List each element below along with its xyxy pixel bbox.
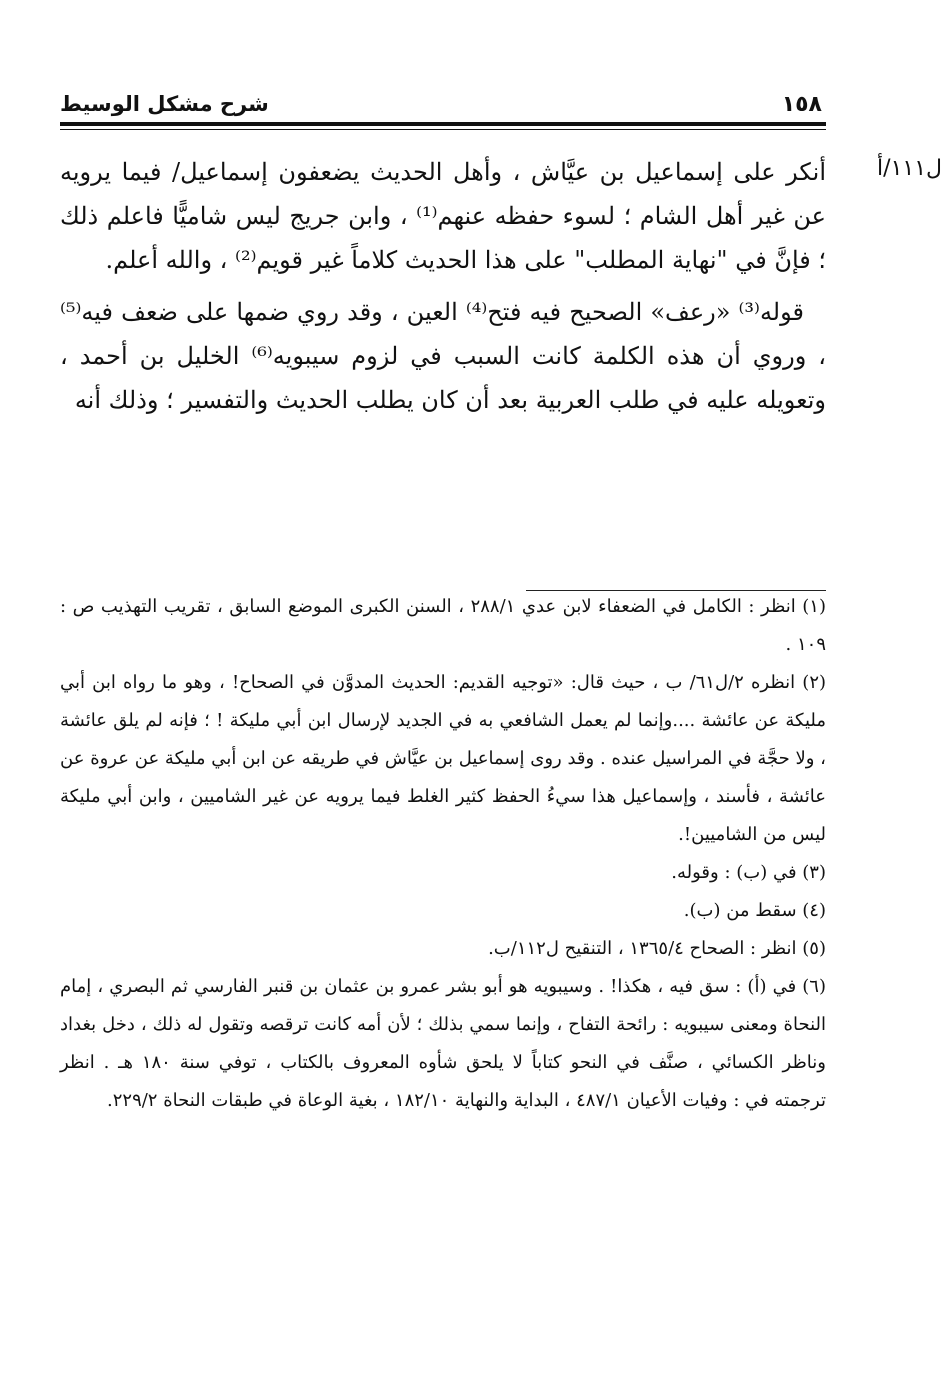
manuscript-margin-reference: ل١١١/أ — [877, 156, 942, 181]
header-rule-thin — [60, 129, 826, 130]
header-rule — [60, 122, 826, 126]
body-paragraph: أنكر على إسماعيل بن عيَّاش ، وأهل الحديث يضعفون إسماعيل/ فيما يرويه عن غير أهل الشام ؛ لسوء حفظه عنهم⁽¹⁾ ، وابن جريج ليس شاميًّا فاعلم ذلك ؛ فإنَّ في "نهاية المطلب" على هذا الحديث كلاماً غير قويم⁽²⁾ ، والله أعلم. — [60, 158, 826, 274]
footnotes — [60, 588, 826, 1120]
footnote-5: (٥) انظر : الصحاح ١٣٦٥/٤ ، التنقيح ل١١٢/ب. — [488, 938, 826, 959]
footnote-1: (١) انظر : الكامل في الضعفاء لابن عدي ٢٨٨/١ ، السنن الكبرى الموضع السابق ، تقريب التهذيب ص : ١٠٩ . — [60, 596, 826, 655]
footnote-2: (٢) انظره ٢/ل٦١/ ب ، حيث قال: «توجيه القديم: الحديث المدوَّن في الصحاح! ، وهو ما رواه ابن أبي مليكة عن عائشة ....وإنما لم يعمل الشافعي به في الجديد لإرسال ابن أبي مليكة ! ؛ فإنه لم يلق عائشة ، ولا حجَّة في المراسيل عنده . وقد روى إسماعيل بن عيَّاش في طريقه عن ابن أبي مليكة عن عروة عن عائشة ، فأسند ، وإسماعيل هذا سيءُ الحفظ كثير الغلط فيما يرويه عن غير الشاميين ، وابن أبي مليكة ليس من الشاميين!. — [60, 672, 827, 845]
main-text — [60, 150, 826, 422]
footnote-3: (٣) في (ب) : وقوله. — [671, 862, 826, 883]
footnote-4: (٤) سقط من (ب). — [683, 900, 826, 921]
body-paragraph: قوله⁽³⁾ «رعف» الصحيح فيه فتح⁽⁴⁾ العين ، وقد روي ضمها على ضعف فيه⁽⁵⁾ ، وروي أن هذه الكلمة كانت السبب في لزوم سيبويه⁽⁶⁾ الخليل بن أحمد ، وتعويله عليه في طلب العربية بعد أن كان يطلب الحديث والتفسير ؛ وذلك أنه — [60, 298, 826, 414]
page-header — [60, 92, 826, 116]
footnote-6: (٦) في (أ) : سق فيه ، هكذا! . وسيبويه هو أبو بشر عمرو بن عثمان بن قنبر الفارسي ثم البصري ، إمام النحاة ومعنى سيبويه : رائحة التفاح ، وإنما سمي بذلك ؛ لأن أمه كانت ترقصه وتقول له ذلك ، دخل بغداد وناظر الكسائي ، صنَّف في النحو كتاباً لا يلحق شأوه المعروف بالكتاب ، توفي سنة ١٨٠ هـ . انظر ترجمته في : وفيات الأعيان ٤٨٧/١ ، البداية والنهاية ١٨٢/١٠ ، بغية الوعاة في طبقات النحاة ٢٢٩/٢. — [60, 976, 826, 1111]
book-title: شرح مشكل الوسيط — [60, 92, 269, 116]
page-number: ١٥٨ — [781, 92, 822, 117]
